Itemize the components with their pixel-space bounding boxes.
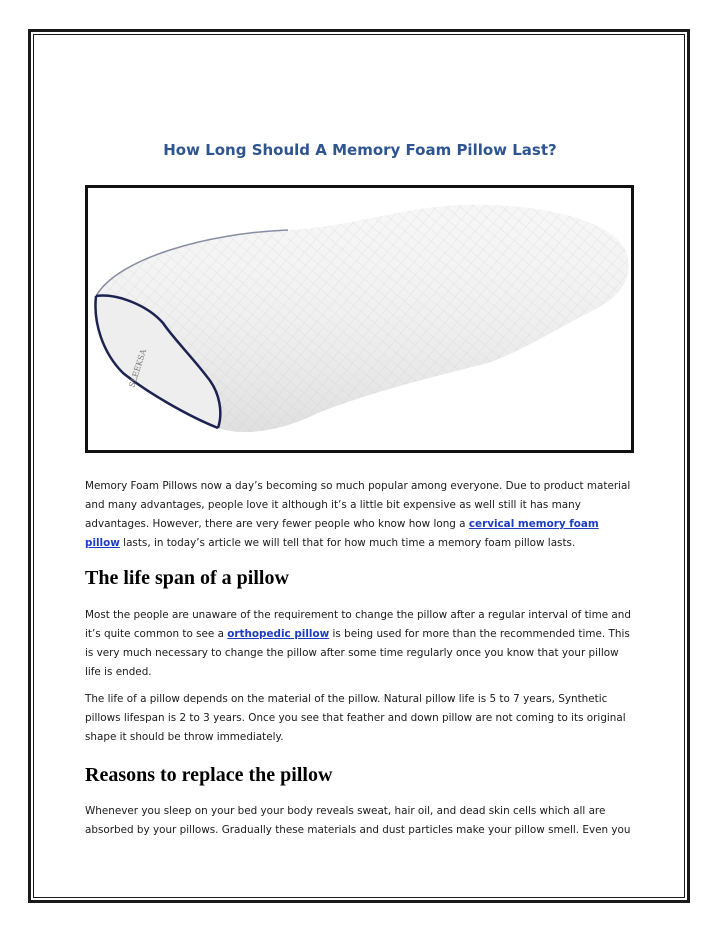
reasons-paragraph-1: Whenever you sleep on your bed your body reveals sweat, hair oil, and dead skin cells which all are absorbed by your pillows. Gradually these materials and dust particles make your pillow smell. Even you — [85, 805, 631, 836]
life-span-paragraph-2: The life of a pillow depends on the material of the pillow. Natural pillow life is 5 to 7 years, Synthetic pillows lifespan is 2 to 3 years. Once you see that feather and down pillow are not coming to its original shape it should be throw immediately. — [85, 693, 626, 743]
life-span-paragraph-1 — [85, 606, 637, 682]
pillow-image — [85, 185, 634, 453]
life-span-text-start: Most the people are unaware of the requirement to change the pillow after a regular interval of time and it’s quite common to see a — [85, 609, 631, 640]
memory-foam-pillow-illustration — [88, 188, 631, 450]
brand-label: SLEEKSA — [127, 348, 149, 389]
section-heading-life-span: The life span of a pillow — [85, 567, 289, 589]
orthopedic-pillow-link[interactable]: orthopedic pillow — [227, 628, 330, 640]
article-title: How Long Should A Memory Foam Pillow Last? — [163, 141, 557, 160]
cervical-memory-foam-pillow-link[interactable]: cervical memory foam pillow — [85, 518, 599, 549]
life-span-text-end: is being used for more than the recommended time. This is very much necessary to change the pillow after some time regularly once you know that your pillow life is ended. — [85, 628, 630, 678]
intro-text-end: lasts, in today’s article we will tell that for how much time a memory foam pillow lasts. — [119, 537, 576, 549]
intro-text-start: Memory Foam Pillows now a day’s becoming so much popular among everyone. Due to product material and many advantages, people love it although it’s a little bit expensive as well still it has many advantages. However, there are very fewer people who know how long a — [85, 480, 631, 530]
section-heading-reasons: Reasons to replace the pillow — [85, 764, 333, 786]
intro-paragraph — [85, 477, 637, 553]
